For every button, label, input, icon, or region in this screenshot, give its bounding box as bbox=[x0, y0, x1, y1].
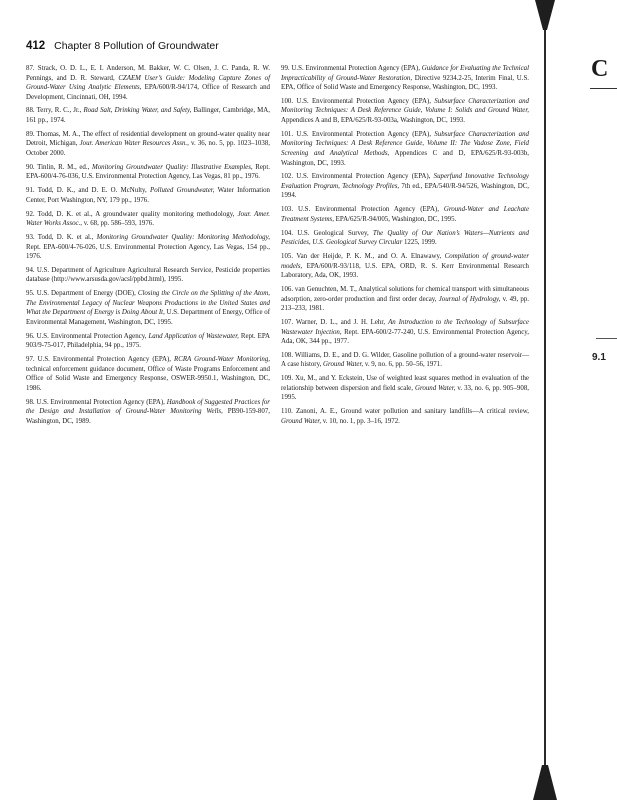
facing-page-chapter-letter: C bbox=[591, 56, 609, 82]
reference-entry bbox=[26, 130, 270, 159]
reference-entry bbox=[26, 163, 270, 182]
reference-title: RCRA Ground-Water Monitoring, bbox=[174, 356, 270, 364]
reference-title: Monitoring Groundwater Quality: Monitoring Methodology, bbox=[96, 233, 270, 241]
reference-text: U.S. Department of Energy, Office of Environmental Management, Washington, DC, 1995. bbox=[26, 309, 270, 326]
reference-title: CZAEM User’s Guide: Modeling Capture Zones of Ground-Water Using Analytic Elements, bbox=[26, 74, 270, 92]
reference-title: Ground Water, bbox=[323, 361, 364, 369]
reference-title: Handbook of Suggested Practices for the Design and Installation of Ground-Water Monitoring Wells, bbox=[26, 398, 270, 416]
reference-title: An Introduction to the Technology of Subsurface Wastewater Injection, bbox=[281, 318, 529, 336]
reference-text: Appendices A and B, EPA/625/R-93-003a, Washington, DC, 1993. bbox=[281, 117, 465, 125]
reference-title: Journal of Hydrology, bbox=[438, 295, 501, 303]
reference-entry bbox=[26, 398, 270, 427]
reference-text: Appendices C and D, EPA/625/R-93-003b, Washington, DC, 1993. bbox=[281, 149, 529, 167]
reference-entry bbox=[281, 318, 529, 347]
reference-entry bbox=[26, 186, 270, 205]
reference-entry bbox=[281, 374, 529, 403]
reference-title: Monitoring Groundwater Quality: Illustrative Examples, bbox=[91, 163, 253, 171]
reference-text: v. 49, pp. 213–233, 1981. bbox=[281, 295, 530, 313]
reference-text: 99. U.S. Environmental Protection Agency (EPA), bbox=[281, 65, 422, 72]
reference-entry bbox=[281, 252, 529, 281]
reference-text: 90. Tinlin, R. M., ed., bbox=[26, 163, 92, 171]
reference-title: Subsurface Characterization and Monitoring Techniques: A Desk Reference Guide, Volume I: Solids and Ground Water, bbox=[281, 97, 529, 115]
reference-text: v. 33, no. 6, pp. 905–908, 1995. bbox=[281, 384, 529, 402]
reference-text: Ballinger, Cambridge, MA, 161 pp., 1974. bbox=[26, 107, 270, 125]
reference-text: 1225, 1999. bbox=[402, 239, 437, 247]
reference-text: 104. U.S. Geological Survey, bbox=[281, 229, 373, 237]
book-spine-line bbox=[544, 0, 546, 800]
spine-shadow-top bbox=[535, 0, 555, 30]
reference-entry bbox=[26, 332, 270, 351]
running-header bbox=[26, 40, 219, 52]
reference-text: Directive 9234.2-25, Interim Final, U.S. EPA, Office of Solid Waste and Emergency Response, Washington, DC, 1993. bbox=[281, 74, 529, 92]
reference-text: v. 36, no. 5, pp. 1023–1038, October 2000. bbox=[26, 140, 270, 157]
reference-text: v. 9, no. 6, pp. 50–56, 1971. bbox=[363, 361, 442, 369]
reference-text: 106. van Genuchten, M. T., Analytical solutions for chemical transport with simultaneous adsorption, zero-order production and first order decay, bbox=[281, 286, 529, 303]
reference-entry bbox=[26, 289, 270, 327]
references-right-column bbox=[281, 64, 529, 431]
reference-text: 110. Zanoni, A. E., Ground water pollution and sanitary landfills—A critical review, bbox=[281, 408, 529, 416]
reference-text: EPA/625/R-94/005, Washington, DC, 1995. bbox=[333, 215, 457, 223]
reference-text: v. 68, pp. 586–593, 1976. bbox=[82, 220, 154, 228]
reference-text: 93. Todd, D. K. et al., bbox=[26, 233, 97, 241]
facing-page-rule bbox=[590, 88, 617, 89]
reference-entry bbox=[26, 106, 270, 125]
reference-text: 103. U.S. Environmental Protection Agency (EPA), bbox=[281, 206, 444, 214]
reference-title: Ground-Water and Leachate Treatment Systems, bbox=[281, 206, 529, 223]
reference-title: Compilation of ground-water models, bbox=[281, 253, 529, 270]
reference-entry bbox=[281, 351, 529, 370]
reference-title: Jour. American Water Resources Assn., bbox=[79, 140, 189, 148]
reference-text: Rept. EPA-600/4-76-036, U.S. Environmental Protection Agency, Las Vegas, 81 pp., 1976. bbox=[26, 163, 271, 181]
reference-title: Closing the Circle on the Splitting of the Atom, The Environmental Legacy of Nuclear Weapons Productions in the United States and What the Department of Energy is Doing About It, bbox=[26, 290, 271, 317]
reference-title: Guidance for Evaluating the Technical Impracticability of Ground-Water Restoration, bbox=[281, 65, 529, 82]
reference-entry bbox=[281, 229, 529, 248]
reference-text: EPA/600/R-94/174, Office of Research and Development, Cincinnati, OH, 1994. bbox=[26, 84, 270, 101]
reference-text: technical enforcement guidance document, Office of Waste Programs Enforcement and Office of Solid Waste and Emergency Response, OSWER-9950.1, Washington, DC, 1986. bbox=[26, 365, 270, 392]
reference-text: 98. U.S. Environmental Protection Agency (EPA), bbox=[26, 398, 167, 406]
reference-text: 109. Xu, M., and Y. Eckstein, Use of weighted least squares method in evaluation of the relationship between dispersion and field scale, bbox=[281, 375, 529, 392]
reference-text: 96. U.S. Environmental Protection Agency, bbox=[26, 332, 149, 340]
reference-text: 94. U.S. Department of Agriculture Agricultural Research Service, Pesticide properties database (http://www.arsusda.gov/acsl/ppbd.html), 1995. bbox=[26, 266, 270, 284]
reference-text: 107. Warner, D. L., and J. H. Lehr, bbox=[281, 318, 389, 326]
reference-entry bbox=[26, 355, 270, 393]
reference-title: Land Application of Wastewater, bbox=[148, 332, 239, 340]
reference-title: Ground Water, bbox=[414, 384, 456, 392]
reference-text: 108. Williams, D. E., and D. G. Wilder, Gasoline pollution of a ground-water reservoir—A case history, bbox=[281, 351, 529, 369]
reference-text: EPA/600/R-93/118, U.S. EPA, ORD, R. S. Kerr Environmental Research Laboratory, Ada, OK, 1993. bbox=[281, 262, 529, 280]
references-left-column bbox=[26, 64, 270, 431]
reference-text: v. 10, no. 1, pp. 3–16, 1972. bbox=[321, 417, 400, 425]
reference-entry bbox=[26, 266, 270, 285]
reference-text: 89. Thomas, M. A., The effect of residential development on ground-water quality near Detroit, Michigan, bbox=[26, 130, 270, 148]
reference-entry bbox=[281, 64, 529, 93]
reference-text: 97. U.S. Environmental Protection Agency (EPA), bbox=[26, 356, 175, 364]
facing-page-section-rule bbox=[596, 338, 617, 339]
spine-shadow-bottom bbox=[533, 765, 557, 800]
reference-title: Ground Water, bbox=[281, 417, 322, 425]
reference-entry bbox=[26, 210, 270, 229]
reference-entry bbox=[281, 407, 529, 426]
reference-text: Rept. EPA-600/2-77-240, U.S. Environmental Protection Agency, Ada, OK, 344 pp., 1977. bbox=[281, 328, 529, 346]
facing-page-section-number: 9.1 bbox=[592, 352, 606, 363]
reference-text: 100. U.S. Environmental Protection Agency (EPA), bbox=[281, 97, 435, 105]
reference-entry bbox=[26, 64, 270, 102]
reference-text: Water Information Center, Port Washington, NY, 179 pp., 1976. bbox=[26, 187, 271, 204]
reference-title: Jour. Amer. Water Works Assoc., bbox=[26, 210, 271, 228]
reference-title: Polluted Groundwater, bbox=[150, 187, 215, 195]
reference-entry bbox=[281, 172, 529, 201]
reference-entry bbox=[281, 97, 529, 126]
reference-text: 105. Van der Heijde, P. K. M., and O. A. Elnawawy, bbox=[281, 253, 445, 261]
chapter-title: Chapter 8 Pollution of Groundwater bbox=[54, 40, 219, 52]
reference-title: Superfund Innovative Technology Evaluation Program, Technology Profiles, bbox=[281, 173, 529, 190]
reference-text: 95. U.S. Department of Energy (DOE), bbox=[26, 290, 138, 298]
reference-text: 7th ed., EPA/540/R-94/526, Washington, DC, 1994. bbox=[281, 182, 529, 200]
reference-text: 92. Todd, D. K. et al., A groundwater quality monitoring methodology, bbox=[26, 210, 238, 218]
reference-text: 101. U.S. Environmental Protection Agency (EPA), bbox=[281, 130, 435, 138]
reference-text: 87. Strack, O. D. L., E. I. Anderson, M. Bakker, W. C. Olsen, J. C. Panda, R. W. Pennings, and D. R. Steward, bbox=[26, 65, 270, 82]
reference-text: Rept. EPA-600/4-76-026, U.S. Environmental Protection Agency, Las Vegas, 154 pp., 1976. bbox=[26, 243, 270, 261]
reference-entry bbox=[281, 205, 529, 224]
page-number: 412 bbox=[26, 40, 46, 52]
reference-entry bbox=[26, 233, 270, 262]
reference-entry bbox=[281, 285, 529, 314]
reference-title: The Quality of Our Nation’s Waters—Nutrients and Pesticides, U.S. Geological Survey Circular bbox=[281, 229, 529, 247]
reference-text: PB90-159-807, Washington, DC, 1989. bbox=[26, 408, 270, 425]
reference-entry bbox=[281, 130, 529, 168]
reference-title: Road Salt, Drinking Water, and Safety, bbox=[83, 107, 192, 115]
reference-text: 88. Terry, R. C., Jr., bbox=[26, 107, 84, 115]
reference-text: 102. U.S. Environmental Protection Agency (EPA), bbox=[281, 173, 434, 181]
reference-text: 91. Todd, D. K., and D. E. O. McNulty, bbox=[26, 187, 151, 195]
reference-title: Subsurface Characterization and Monitoring Techniques: A Desk Reference Guide, Volume II: The Vadose Zone, Field Screening and Analytical Methods, bbox=[281, 130, 529, 157]
reference-text: Rept. EPA 903/9-75-017, Philadelphia, 94 pp., 1975. bbox=[26, 332, 270, 350]
